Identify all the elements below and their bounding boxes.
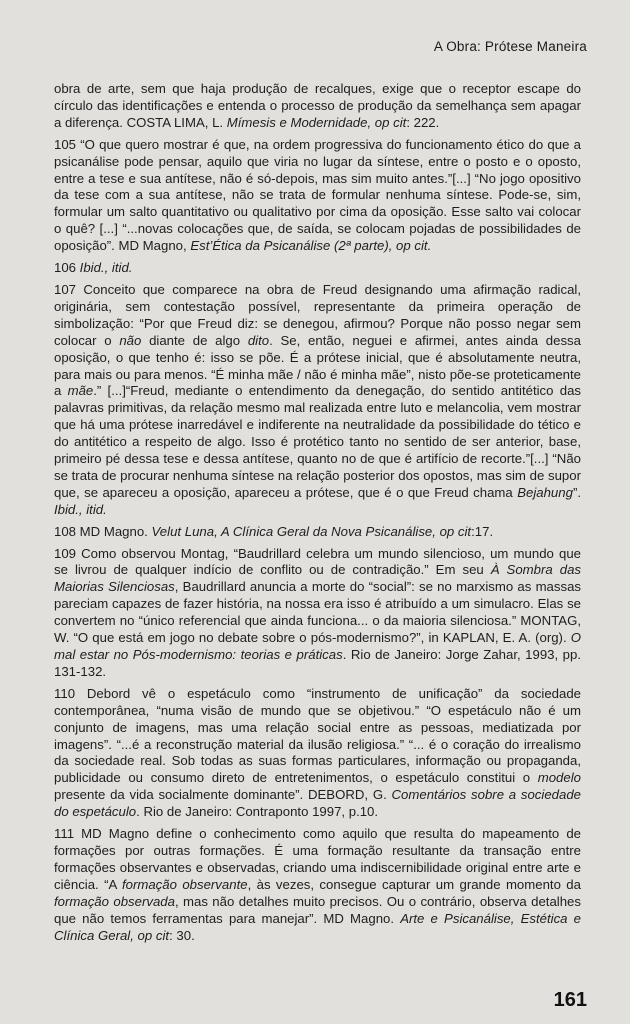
running-head: A Obra: Prótese Maneira <box>433 39 587 54</box>
note-text: 109 Como observou Montag, “Baudrillard celebra um mundo silencioso, um mundo que se livrou de qualquer indício de conflito ou de contradição.” Em seu <box>54 545 581 578</box>
note-text: : 30. <box>169 927 195 943</box>
italic-text: não <box>119 332 142 348</box>
italic-text: formação observante <box>121 876 248 892</box>
page-number: 161 <box>553 989 587 1011</box>
italic-text: Est’Ética da Psicanálise (2ª parte), op cit. <box>190 238 432 254</box>
italic-text: À Sombra das Maiorias Silenciosas <box>54 562 582 595</box>
italic-text: Arte e Psicanálise, Estética e Clínica Geral, op cit <box>54 910 581 943</box>
italic-text: Velut Luna, A Clínica Geral da Nova Psicanálise, op cit <box>151 523 472 539</box>
note-text: :17. <box>471 523 494 539</box>
italic-text: Mímesis e Modernidade, op cit <box>226 114 407 130</box>
italic-text: O mal estar no Pós-modernismo: teorias e práticas <box>54 630 581 662</box>
italic-text: Comentários sobre a sociedade do espetáculo <box>54 787 581 820</box>
note-text: , Baudrillard anuncia a morte do “social”: se no marxismo as massas pareciam capazes de fazer história, na nossa era isso é atribuído a um simulacro. Elas se convertem no “único referencial que ainda funciona... o da maioria silenciosa.” MONTAG, W. “O que está em jogo no debate sobre o pós-modernismo?”, in KAPLAN, E. A. (org). <box>54 579 582 646</box>
note-text: 110 Debord vê o espetáculo como “instrumento de unificação” da sociedade contemporânea, “numa visão de mundo que se objetivou.” “O espetáculo não é um conjunto de imagens, mas uma relação social entre as pessoas, mediatizada por imagens”. “...é a reconstrução material da ilusão religiosa.” “... é o coração do irrealismo da sociedade real. Sob todas as suas formas particulares, informação ou propaganda, publicidade ou consumo direto de entretenimentos, o espetáculo constitui o <box>54 685 581 786</box>
italic-text: modelo <box>537 770 581 786</box>
note-text: ”. <box>572 484 581 500</box>
endnotes <box>54 81 581 949</box>
italic-text: Ibid., itid. <box>79 260 133 276</box>
endnote <box>54 524 581 541</box>
endnote <box>54 137 581 255</box>
note-text: . Se, então, neguei e afirmei, antes ainda dessa oposição, o que tenho é: isso se põe. É a prótese inicial, que é absolutamente neutra, para mais ou para menos. “É minha mãe / não é minha mãe”, nisto põe-se proteticamente a <box>54 332 581 399</box>
note-text: , às vezes, consegue capturar um grande momento da <box>247 876 581 892</box>
endnote <box>54 282 581 519</box>
note-text: . Rio de Janeiro: Contraponto 1997, p.10. <box>136 804 379 820</box>
endnote <box>54 546 581 681</box>
note-text: obra de arte, sem que haja produção de recalques, exige que o receptor escape do círculo das identificações e entenda o processo de produção da semelhança sem apagar a diferença. COSTA LIMA, L. <box>54 81 581 130</box>
endnote <box>54 260 581 277</box>
italic-text: Ibid., itid. <box>54 501 107 517</box>
note-text: . Rio de Janeiro: Jorge Zahar, 1993, pp. 131-132. <box>54 647 581 679</box>
note-text: 108 MD Magno. <box>54 523 152 539</box>
italic-text: mãe <box>67 383 94 399</box>
note-text: 105 “O que quero mostrar é que, na ordem progressiva do funcionamento ético do que a psicanálise pode pensar, aquilo que viria no lugar da síntese, entre o posto e o oposto, entre a tese e sua antítese, não é só-depois, mas sim muito antes.”[...] “No jogo opositivo da tese com a sua antítese, não se trata de formular nenhuma síntese. Pode-se, sim, formular um salto quantitativo ou qualitativo por cima da oposição. Esse salto vai colocar o quê? [...] “...novas colocações que, de saída, se colocam pojadas de possibilidades de oposição”. MD Magno, <box>54 136 581 254</box>
note-text: presente da vida socialmente dominante”. DEBORD, G. <box>54 787 392 803</box>
note-text: diante de algo <box>141 332 248 348</box>
note-text: : 222. <box>406 114 440 130</box>
endnote <box>54 81 581 132</box>
italic-text: formação observada <box>54 893 175 909</box>
italic-text: dito <box>247 332 270 348</box>
endnote <box>54 826 581 944</box>
italic-text: Bejahung <box>517 484 573 500</box>
note-text: 111 MD Magno define o conhecimento como aquilo que resulta do mapeamento de formações por outras formações. É uma formação resultante da transação entre formações observantes e observadas, criando uma indiscernibilidade original entre arte e ciência. “A <box>54 826 581 892</box>
note-text: .” [...]“Freud, mediante o entendimento da denegação, do sentido antitético das palavras primitivas, da relação mesmo mal realizada entre luto e melancolia, vem mostrar que há uma prótese inarredável e indiferente na neutralidade da possibilidade do tético e do antitético a respeito de algo. Isso é protético tanto no sentido de ser anterior, base, primeiro pé dessa tese e dessa antítese, quanto no de que é artifício de recorte.”[...] “Não se trata de procurar nenhuma síntese na relação posterior dos opostos, mas sim de supor que, se apareceu a oposição, apareceu a prótese, que é o que Freud chama <box>54 383 582 500</box>
endnote <box>54 686 581 821</box>
note-text: , mas não detalhes muito precisos. Ou o contrário, observa detalhes que não temos ferramentas para manejar”. MD Magno. <box>54 893 581 926</box>
note-text: 106 <box>54 260 80 276</box>
note-text: 107 Conceito que comparece na obra de Freud designando uma afirmação radical, originária, sem contestação possível, representante da primeira operação de simbolização: “Por que Freud diz: se denegou, afirmou? Porque não posso negar sem colocar o <box>54 281 581 348</box>
